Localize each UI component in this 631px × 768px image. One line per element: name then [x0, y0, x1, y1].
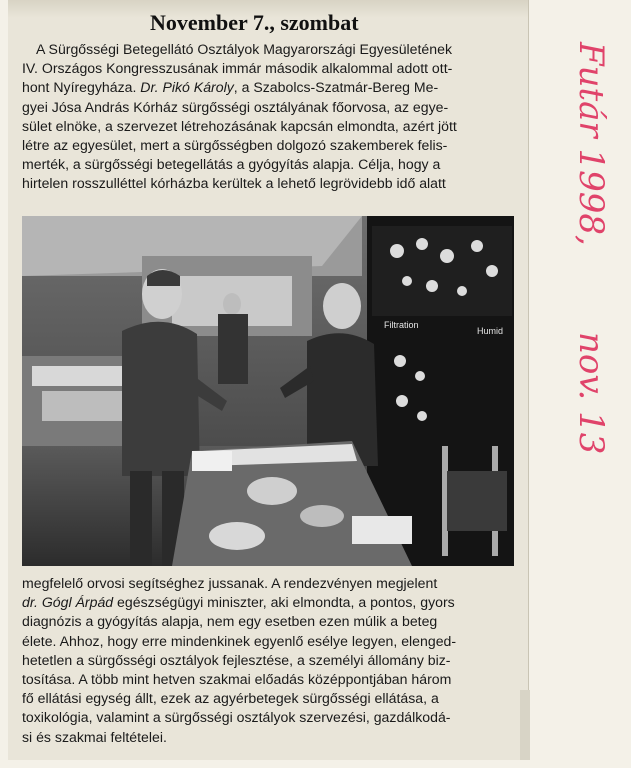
text-line: merték, a sürgősségi betegellátás a gyógyítás alapja. Célja, hogy a [22, 156, 441, 173]
text-line: A Sürgősségi Betegellátó Osztályok Magyarországi Egyesületének [36, 41, 452, 57]
text-line: toxikológia, valamint a sürgősségi osztályok szervezési, gazdálkodá- [22, 709, 451, 726]
person-name: dr. Gógl Árpád [22, 594, 114, 611]
article-headline: November 7., szombat [150, 10, 359, 35]
text-fragment: egészségügyi miniszter, aki elmondta, a pontos, gyors [113, 594, 455, 611]
paper-edge [520, 690, 530, 760]
photo-illustration [22, 216, 514, 566]
text-line: si és szakmai feltételei. [22, 728, 167, 745]
text-line: élete. Ahhoz, hogy erre mindenkinek egyenlő esélye legyen, elenged- [22, 632, 457, 649]
conference-photo [22, 216, 514, 566]
sign-filtration: Filtration [384, 320, 419, 330]
article-body-top [22, 40, 522, 194]
text-line: gyei Jósa András Kórház sürgősségi osztályának főorvosa, az egye- [22, 98, 449, 115]
text-line [22, 593, 522, 612]
text-line: hetetlen a sürgősségi osztályok fejlesztése, a személyi állomány biz- [22, 651, 451, 668]
handwritten-source-date: Futár 1998, [571, 42, 611, 246]
text-line: sület elnöke, a szervezet létrehozásának kapcsán elmondta, azért jött [22, 117, 457, 134]
text-line: létre az egyesület, mert a sürgősségben dolgozó szakemberek felis- [22, 137, 448, 154]
text-line: diagnózis a gyógyítás alapja, nem egy esetben ezen múlik a beteg [22, 613, 438, 630]
sign-humid: Humid [477, 326, 504, 336]
text-line: megfelelő orvosi segítséghez jussanak. A rendezvényen megjelent [22, 575, 438, 591]
text-line: IV. Országos Kongresszusának immár második alkalommal adott ott- [22, 60, 453, 77]
text-line: hirtelen rosszulléttel kórházba kerültek a lehető legrövidebb idő alatt [22, 175, 446, 192]
handwritten-day: nov. 13 [571, 332, 611, 455]
handwriting-svg [560, 42, 620, 522]
text-line: tosítása. A több mint hetven szakmai előadás középpontjában három [22, 671, 452, 688]
text-fragment: , a Szabolcs-Szatmár-Bereg Me- [233, 79, 439, 96]
text-line [22, 78, 522, 97]
handwritten-annotation [560, 42, 620, 522]
person-name: Dr. Pikó Károly [140, 79, 234, 96]
text-line: fő ellátási egység állt, ezek az agyérbetegek sürgősségi ellátása, a [22, 690, 439, 707]
text-fragment: hont Nyíregyháza. [22, 79, 141, 96]
article-body-bottom [22, 574, 522, 747]
